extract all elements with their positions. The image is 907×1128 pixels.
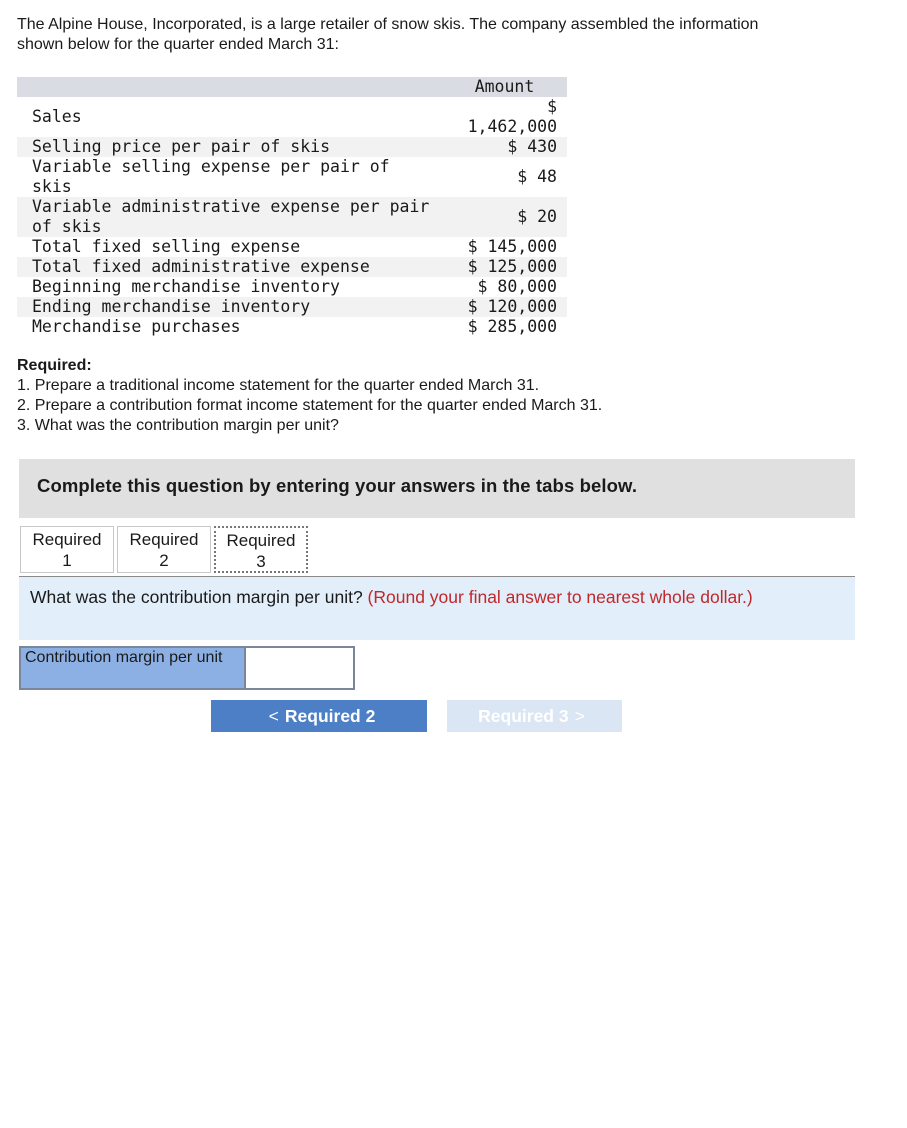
chevron-left-icon: < (268, 705, 279, 726)
tab-number: 2 (159, 551, 169, 570)
tab-number: 3 (256, 552, 266, 571)
table-row (17, 257, 567, 277)
row-label: Ending merchandise inventory (17, 297, 442, 317)
data-table (17, 77, 567, 337)
table-row (17, 317, 567, 337)
banner-text: Complete this question by entering your answers in the tabs below. (37, 475, 638, 496)
row-label: Sales (32, 107, 82, 126)
question-panel (19, 577, 855, 640)
table-row (17, 297, 567, 317)
required-heading: Required: (17, 357, 92, 374)
answer-label: Contribution margin per unit (21, 648, 246, 688)
table-header-amount: Amount (442, 77, 567, 97)
table-row (17, 277, 567, 297)
row-label (17, 157, 442, 197)
row-value: $ 48 (517, 167, 557, 186)
tab-label: Required (32, 530, 102, 549)
tab-label: Required (129, 530, 199, 549)
row-label-text: Variable selling expense per pair of skis (32, 157, 390, 196)
row-label (17, 197, 442, 237)
row-value-amount: 1,462,000 (467, 117, 557, 136)
row-value: $ 285,000 (467, 317, 557, 336)
table-row (17, 97, 567, 137)
row-label: Merchandise purchases (32, 317, 241, 336)
row-label: Beginning merchandise inventory (32, 277, 340, 296)
row-value: $ 125,000 (442, 257, 567, 277)
row-label-text: Variable administrative expense per pair of skis (32, 197, 430, 236)
row-value-currency: $ (547, 97, 557, 116)
intro-text (17, 15, 877, 55)
table-row (17, 237, 567, 257)
table-header-row (17, 77, 567, 97)
tab-bar (19, 526, 855, 578)
required-item: 1. Prepare a traditional income statement for the quarter ended March 31. (17, 377, 540, 394)
row-label: Total fixed selling expense (32, 237, 301, 256)
required-item: 3. What was the contribution margin per unit? (17, 417, 339, 434)
required-section (17, 356, 602, 436)
tab-number: 1 (62, 551, 72, 570)
row-label: Selling price per pair of skis (17, 137, 442, 157)
intro-line-1: The Alpine House, Incorporated, is a large retailer of snow skis. The company assembled the information (17, 16, 759, 33)
tab-required-1[interactable] (20, 526, 114, 573)
question-text (30, 587, 830, 608)
question-note: (Round your final answer to nearest whole dollar.) (367, 587, 753, 607)
instruction-banner (19, 459, 855, 518)
row-value: $ 120,000 (442, 297, 567, 317)
answer-row (19, 646, 355, 690)
chevron-right-icon: > (574, 705, 585, 726)
table-row (17, 197, 567, 237)
tab-required-2[interactable] (117, 526, 211, 573)
row-value: $ 80,000 (477, 277, 557, 296)
table-row (17, 157, 567, 197)
intro-line-2: shown below for the quarter ended March 31: (17, 36, 339, 53)
row-value: $ 430 (442, 137, 567, 157)
row-value (442, 97, 567, 137)
next-button-label: Required 3 (478, 705, 569, 726)
row-label: Total fixed administrative expense (17, 257, 442, 277)
contribution-margin-input[interactable] (248, 648, 353, 688)
prev-required-2-button[interactable] (211, 700, 427, 732)
row-value: $ 20 (442, 197, 567, 237)
question-prompt: What was the contribution margin per unit? (30, 587, 363, 607)
table-row (17, 137, 567, 157)
required-item: 2. Prepare a contribution format income statement for the quarter ended March 31. (17, 397, 603, 414)
table-header-label (17, 77, 442, 97)
next-required-3-button[interactable] (447, 700, 622, 732)
row-value: $ 145,000 (467, 237, 557, 256)
tab-required-3[interactable] (214, 526, 308, 573)
tab-label: Required (226, 531, 296, 550)
prev-button-label: Required 2 (284, 705, 376, 726)
